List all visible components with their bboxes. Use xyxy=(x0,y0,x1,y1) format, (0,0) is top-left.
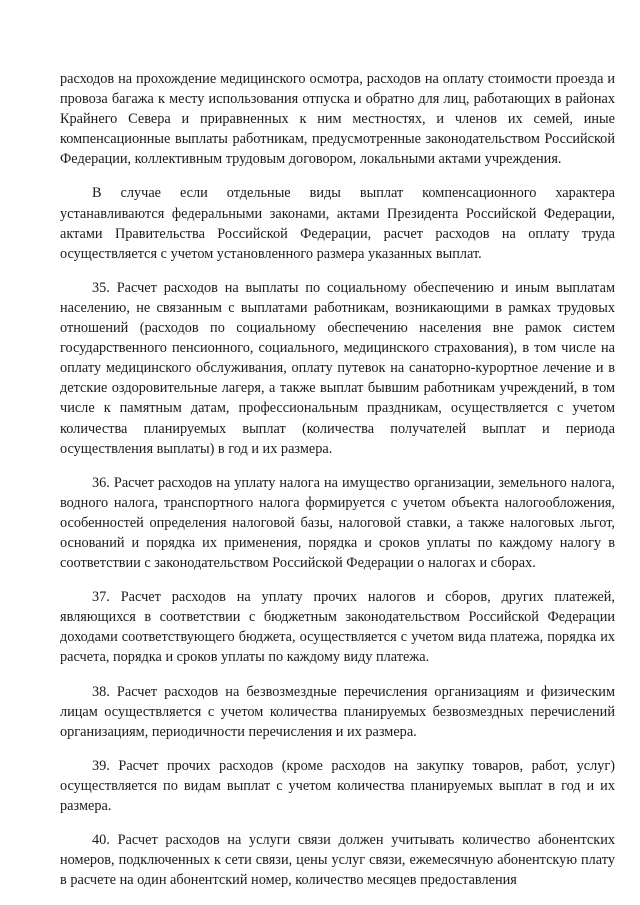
paragraph-item-39: 39. Расчет прочих расходов (кроме расходов на закупку товаров, работ, услуг) осуществляется по видам выплат с учетом количества планируемых выплат в год и их размера. xyxy=(60,757,615,814)
paragraph-item-35: 35. Расчет расходов на выплаты по социальному обеспечению и иным выплатам населению, не связанным с выплатами работникам, возникающими в рамках трудовых отношений (расходов по социальному обеспечению населения вне рамок систем государственного пенсионного, социального, медицинского страхования), в том числе на оплату медицинского обслуживания, оплату путевок на санаторно-курортное лечение и в детские оздоровительные лагеря, а также выплат бывшим работникам учреждений, в том числе к памятным датам, профессиональным праздникам, осуществляется с учетом количества планируемых выплат (количества получателей выплат и периода осуществления выплаты) в год и их размера. xyxy=(60,279,615,457)
paragraph-compensation-note: В случае если отдельные виды выплат компенсационного характера устанавливаются федеральными законами, актами Президента Российской Федерации, актами Правительства Российской Федерации, расчет расходов на оплату труда осуществляется с учетом установленного размера указанных выплат. xyxy=(60,185,615,262)
paragraph-item-40: 40. Расчет расходов на услуги связи должен учитывать количество абонентских номеров, подключенных к сети связи, цены услуг связи, ежемесячную абонентскую плату в расчете на один абонентский номер, количество месяцев предоставления xyxy=(60,832,615,889)
paragraph-item-37: 37. Расчет расходов на уплату прочих налогов и сборов, других платежей, являющихся в соответствии с бюджетным законодательством Российской Федерации доходами соответствующего бюджета, осуществляется с учетом вида платежа, порядка их расчета, порядка и сроков уплаты по каждому виду платежа. xyxy=(60,589,615,666)
paragraph-item-36: 36. Расчет расходов на уплату налога на имущество организации, земельного налога, водного налога, транспортного налога формируется с учетом объекта налогообложения, особенностей определения налоговой базы, налоговой ставки, а также налоговых льгот, оснований и порядка их применения, порядка и сроков уплаты по каждому налогу в соответствии с законодательством Российской Федерации о налогах и сборах. xyxy=(60,474,615,572)
paragraph-continuation: расходов на прохождение медицинского осмотра, расходов на оплату стоимости проезда и провоза багажа к месту использования отпуска и обратно для лиц, работающих в районах Крайнего Севера и приравненных к ним местностях, и членов их семей, иные компенсационные выплаты работникам, предусмотренные законодательством Российской Федерации, коллективным трудовым договором, локальными актами учреждения. xyxy=(60,71,615,168)
paragraph-item-38: 38. Расчет расходов на безвозмездные перечисления организациям и физическим лицам осуществляется с учетом количества планируемых безвозмездных перечислений организациям, периодичности перечисления и их размера. xyxy=(60,683,615,740)
document-body xyxy=(60,69,615,890)
